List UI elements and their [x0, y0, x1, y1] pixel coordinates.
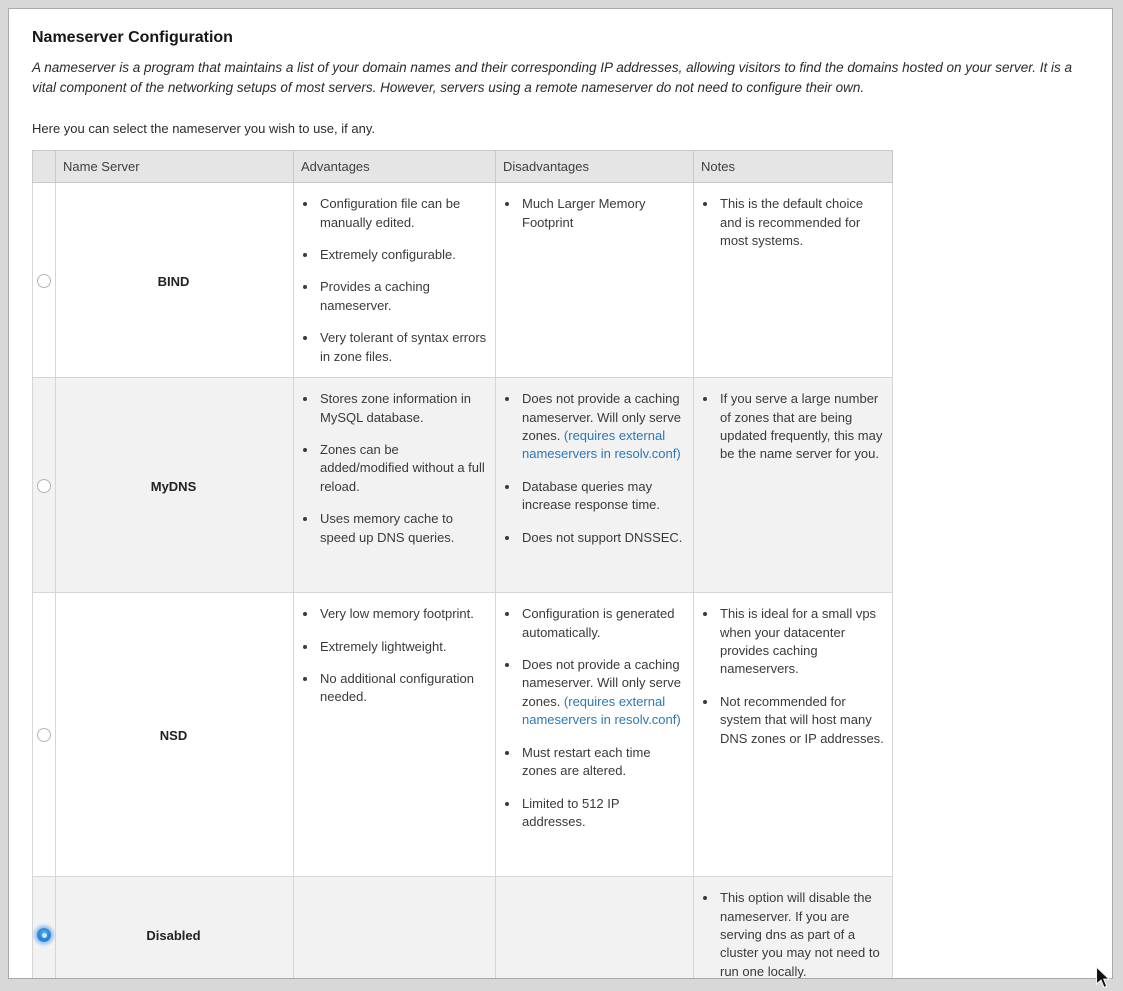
advantages-cell-mydns: [294, 378, 496, 593]
nameserver-name-bind: BIND: [56, 183, 294, 378]
radio-cell-nsd: [33, 593, 56, 877]
note-item: • This option will disable the nameserver. If you are serving dns as part of a cluster you may not need to run one locally.: [718, 889, 884, 979]
disadvantages-cell-mydns: [496, 378, 694, 593]
list-text: Does not provide a caching nameserver. Will only serve zones.: [522, 657, 681, 709]
resolv-conf-link[interactable]: (requires external nameservers in resolv.conf): [522, 693, 681, 728]
advantage-list-mydns: [300, 390, 487, 547]
nameserver-row-nsd: [33, 593, 893, 877]
notes-cell-bind: [694, 183, 893, 378]
note-item: • Not recommended for system that will host many DNS zones or IP addresses.: [718, 693, 884, 748]
disadvantage-list-bind: [502, 195, 685, 232]
intro-text: A nameserver is a program that maintains a list of your domain names and their corresponding IP addresses, allowing visitors to find the domains hosted on your server. It is a vital component of the networking setups of most servers. However, servers using a remote nameserver do not need to configure their own.: [32, 60, 1073, 95]
advantage-item: • Very low memory footprint.: [318, 605, 487, 623]
advantage-item: • Zones can be added/modified without a full reload.: [318, 441, 487, 496]
disadvantage-item: [520, 656, 685, 730]
nameserver-radio-mydns[interactable]: [37, 479, 51, 493]
disadvantages-cell-nsd: [496, 593, 694, 877]
note-list-nsd: [700, 605, 884, 748]
list-text: Does not provide a caching nameserver. Will only serve zones.: [522, 391, 681, 444]
note-item: • This is the default choice and is recommended for most systems.: [718, 195, 884, 250]
advantage-item: • Extremely lightweight.: [318, 638, 487, 656]
radio-cell-bind: [33, 183, 56, 378]
nameserver-row-mydns: [33, 378, 893, 593]
advantage-item: • Extremely configurable.: [318, 246, 487, 264]
header-disadvantages: Disadvantages: [496, 151, 694, 183]
nameserver-name-nsd: NSD: [56, 593, 294, 877]
header-radio-column: [33, 151, 56, 183]
header-advantages: Advantages: [294, 151, 496, 183]
nameserver-row-disabled: [33, 877, 893, 979]
disadvantage-item: • Does not support DNSSEC.: [520, 529, 685, 547]
disadvantage-item: • Database queries may increase response time.: [520, 478, 685, 515]
nameserver-name-disabled: Disabled: [56, 877, 294, 979]
resolv-conf-link[interactable]: (requires external nameservers in resolv.conf): [522, 428, 681, 462]
disadvantage-list-nsd: [502, 605, 685, 832]
instruction-text: Here you can select the nameserver you wish to use, if any.: [32, 121, 375, 137]
disadvantages-cell-bind: [496, 183, 694, 378]
nameserver-table-body: [33, 183, 893, 979]
advantage-item: • Uses memory cache to speed up DNS queries.: [318, 510, 487, 547]
disadvantage-item: • Limited to 512 IP addresses.: [520, 795, 685, 832]
nameserver-radio-nsd[interactable]: [37, 728, 51, 742]
disadvantage-item: • Much Larger Memory Footprint: [520, 195, 685, 232]
disadvantages-cell-disabled: [496, 877, 694, 979]
notes-cell-nsd: [694, 593, 893, 877]
nameserver-name-mydns: MyDNS: [56, 378, 294, 593]
advantage-item: • No additional configuration needed.: [318, 670, 487, 707]
note-list-mydns: [700, 390, 884, 464]
nameserver-radio-bind[interactable]: [37, 274, 51, 288]
disadvantage-item: [520, 390, 685, 464]
advantages-cell-bind: [294, 183, 496, 378]
radio-cell-disabled: [33, 877, 56, 979]
advantage-item: • Configuration file can be manually edited.: [318, 195, 487, 232]
advantages-cell-disabled: [294, 877, 496, 979]
note-list-bind: [700, 195, 884, 250]
advantage-list-bind: [300, 195, 487, 366]
disadvantage-item: • Configuration is generated automatically.: [520, 605, 685, 642]
nameserver-table: [32, 150, 893, 979]
header-notes: Notes: [694, 151, 893, 183]
content-panel: [8, 8, 1113, 979]
notes-cell-disabled: [694, 877, 893, 979]
table-header-row: [33, 151, 893, 183]
advantages-cell-nsd: [294, 593, 496, 877]
disadvantage-list-mydns: [502, 390, 685, 547]
notes-cell-mydns: [694, 378, 893, 593]
header-name-server: Name Server: [56, 151, 294, 183]
note-item: • If you serve a large number of zones that are being updated frequently, this may be the name server for you.: [718, 390, 884, 464]
nameserver-row-bind: [33, 183, 893, 378]
advantage-list-nsd: [300, 605, 487, 707]
nameserver-radio-disabled-selected[interactable]: [37, 928, 51, 942]
note-list-disabled: [700, 889, 884, 979]
advantage-item: • Very tolerant of syntax errors in zone files.: [318, 329, 487, 366]
page-title: Nameserver Configuration: [32, 29, 233, 46]
advantage-item: • Stores zone information in MySQL database.: [318, 390, 487, 427]
note-item: • This is ideal for a small vps when your datacenter provides caching nameservers.: [718, 605, 884, 679]
disadvantage-item: • Must restart each time zones are altered.: [520, 744, 685, 781]
advantage-item: • Provides a caching nameserver.: [318, 278, 487, 315]
radio-cell-mydns: [33, 378, 56, 593]
